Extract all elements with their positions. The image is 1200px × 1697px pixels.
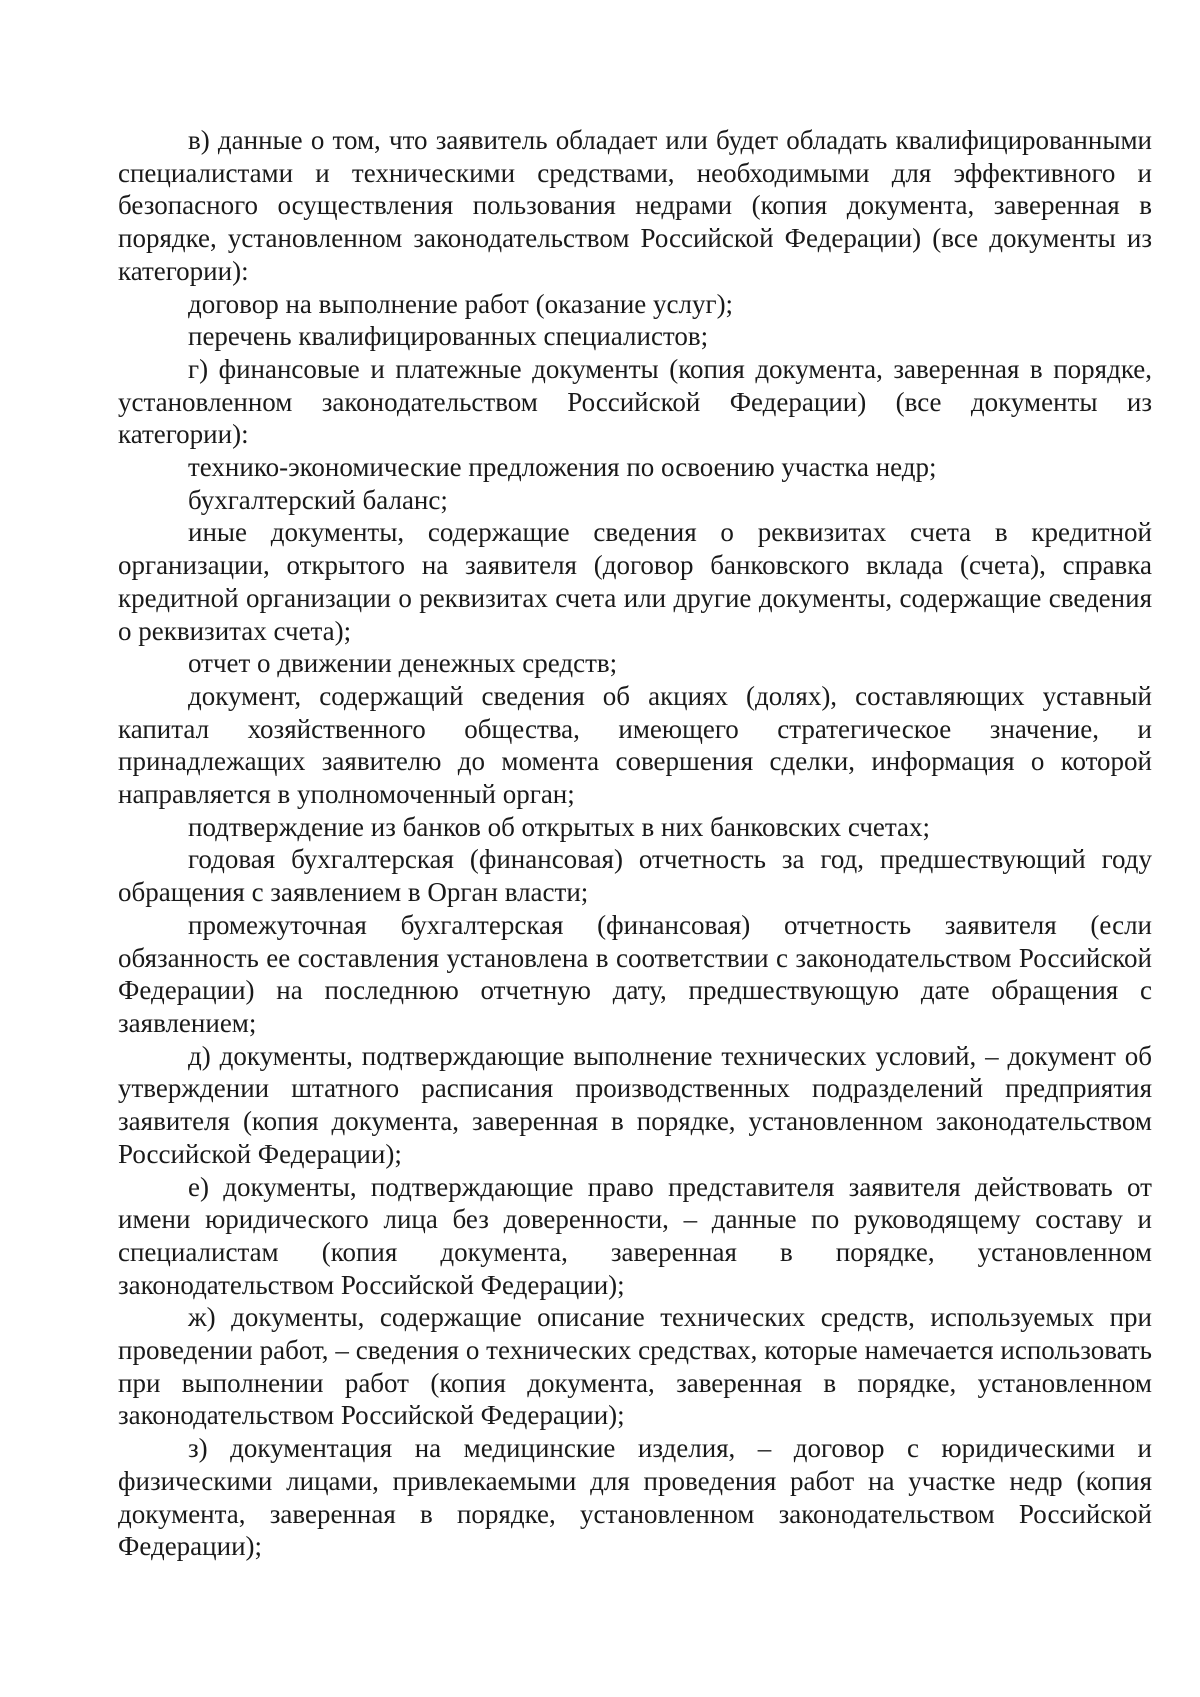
document-body <box>118 124 1152 1563</box>
paragraph-e: е) документы, подтверждающие право представителя заявителя действовать от имени юридического лица без доверенности, – данные по руководящему составу и специалистам (копия документа, заверенная в порядке, установленном законодательством Российской Федерации); <box>118 1171 1152 1300</box>
list-item-bank-details-documents: иные документы, содержащие сведения о реквизитах счета в кредитной организации, открытого на заявителя (договор банковского вклада (счета), справка кредитной организации о реквизитах счета или другие документы, содержащие сведения о реквизитах счета); <box>118 517 1152 646</box>
list-item-annual-statements: годовая бухгалтерская (финансовая) отчетность за год, предшествующий году обращения с заявлением в Орган власти; <box>118 844 1152 908</box>
list-item-balance-sheet: бухгалтерский баланс; <box>188 484 448 515</box>
list-item-shares-document: документ, содержащий сведения об акциях (долях), составляющих уставный капитал хозяйственного общества, имеющего стратегическое значение, и принадлежащих заявителю до момента совершения сделки, информация о которой направляется в уполномоченный орган; <box>118 680 1152 810</box>
list-item-bank-accounts-confirmation: подтверждение из банков об открытых в них банковских счетах; <box>188 811 931 842</box>
list-item-cash-flow-report: отчет о движении денежных средств; <box>188 648 618 679</box>
list-item-specialists-list: перечень квалифицированных специалистов; <box>188 321 709 352</box>
list-item-feasibility-proposals: технико-экономические предложения по освоению участка недр; <box>188 452 937 483</box>
paragraph-g: г) финансовые и платежные документы (копия документа, заверенная в порядке, установленном законодательством Российской Федерации) (все документы из категории): <box>118 353 1152 450</box>
list-item-interim-statements: промежуточная бухгалтерская (финансовая) отчетность заявителя (если обязанность ее составления установлена в соответствии с законодательством Российской Федерации) на последнюю отчетную дату, предшествующую дате обращения с заявлением; <box>118 909 1152 1038</box>
paragraph-z: з) документация на медицинские изделия, – договор с юридическими и физическими лицами, привлекаемыми для проведения работ на участке недр (копия документа, заверенная в порядке, установленном законодательством Российской Федерации); <box>118 1433 1152 1562</box>
paragraph-v: в) данные о том, что заявитель обладает или будет обладать квалифицированными специалистами и техническими средствами, необходимыми для эффективного и безопасного осуществления пользования недрами (копия документа, заверенная в порядке, установленном законодательством Российской Федерации) (все документы из категории): <box>118 125 1152 286</box>
list-item-service-contract: договор на выполнение работ (оказание услуг); <box>188 288 734 319</box>
paragraph-zh: ж) документы, содержащие описание технических средств, используемых при проведении работ, – сведения о технических средствах, которые намечается использовать при выполнении работ (копия документа, заверенная в порядке, установленном законодательством Российской Федерации); <box>118 1302 1152 1431</box>
paragraph-d: д) документы, подтверждающие выполнение технических условий, – документ об утверждении штатного расписания производственных подразделений предприятия заявителя (копия документа, заверенная в порядке, установленном законодательством Российской Федерации); <box>118 1040 1152 1169</box>
